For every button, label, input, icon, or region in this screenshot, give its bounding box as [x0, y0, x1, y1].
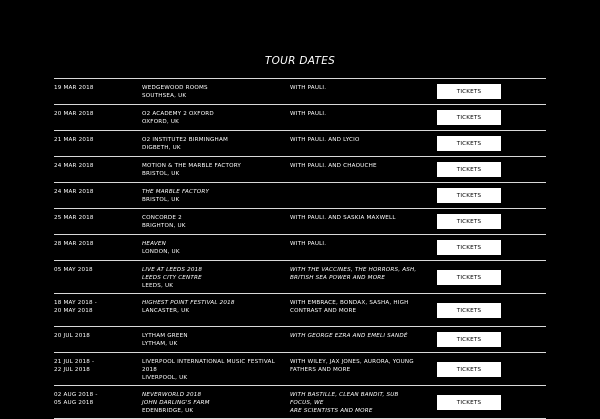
tour-venue [142, 110, 277, 126]
tour-venue [142, 299, 277, 315]
tour-support-acts [290, 299, 420, 315]
venue-name: O2 INSTITUTE2 BIRMINGHAM [142, 137, 229, 143]
tickets-button[interactable]: TICKETS [437, 136, 501, 151]
tour-date-line: 28 MAR 2018 [54, 241, 94, 247]
tour-date-line: 18 MAY 2018 - [54, 300, 97, 306]
tour-date [54, 162, 134, 170]
tour-date-line: 25 MAR 2018 [54, 215, 94, 221]
venue-name: THE MARBLE FACTORY [142, 189, 210, 195]
tour-date [54, 214, 134, 222]
tour-support-acts [290, 332, 420, 340]
venue-name: NEVERWORLD 2018 [142, 392, 202, 398]
tour-support-acts [290, 391, 420, 415]
tour-row [54, 326, 546, 352]
tour-row [54, 182, 546, 208]
tour-support-acts [290, 110, 420, 118]
tour-date-line: 05 MAY 2018 [54, 267, 93, 273]
tour-row [54, 260, 546, 293]
support-line: BRITISH SEA POWER AND MORE [290, 275, 386, 281]
venue-name: HEAVEN [142, 241, 167, 247]
support-line: WITH PAULI. AND SASKIA MAXWELL [290, 215, 396, 221]
tour-venue [142, 214, 277, 230]
tour-row [54, 385, 546, 419]
tour-date [54, 136, 134, 144]
venue-location: LIVERPOOL, UK [142, 375, 188, 381]
venue-location: LEEDS, UK [142, 283, 174, 289]
venue-location: SOUTHSEA, UK [142, 93, 187, 99]
support-line: FATHERS AND MORE [290, 367, 351, 373]
support-line: WITH PAULI. AND CHAOUCHE [290, 163, 377, 169]
support-line: WITH THE VACCINES, THE HORRORS, ASH, [290, 267, 417, 273]
tour-venue [142, 266, 277, 290]
tour-row [54, 352, 546, 385]
tour-row [54, 130, 546, 156]
tour-venue [142, 240, 277, 256]
tour-row [54, 104, 546, 130]
tour-venue [142, 188, 277, 204]
tour-support-acts [290, 162, 420, 170]
venue-location: LONDON, UK [142, 249, 180, 255]
support-line: WITH EMBRACE, BONDAX, SASHA, HIGH [290, 300, 409, 306]
venue-location: DIGBETH, UK [142, 145, 181, 151]
support-line: WITH PAULI. [290, 241, 327, 247]
tickets-button[interactable]: TICKETS [437, 214, 501, 229]
venue-name: HIGHEST POINT FESTIVAL 2018 [142, 300, 235, 306]
tour-support-acts [290, 214, 420, 222]
venue-location: BRISTOL, UK [142, 171, 180, 177]
tickets-button[interactable]: TICKETS [437, 188, 501, 203]
tour-date [54, 332, 134, 340]
tour-date [54, 84, 134, 92]
support-line: WITH PAULI. [290, 85, 327, 91]
tour-date-line: 24 MAR 2018 [54, 163, 94, 169]
tour-date-line: 20 JUL 2018 [54, 333, 90, 339]
tour-dates-table [54, 78, 546, 419]
support-line: WITH BASTILLE, CLEAN BANDIT, SUB FOCUS, WE [290, 392, 399, 406]
venue-location: BRISTOL, UK [142, 197, 180, 203]
tour-venue [142, 391, 277, 415]
tour-date-line: 20 MAY 2018 [54, 308, 93, 314]
tour-row [54, 293, 546, 326]
tour-support-acts [290, 136, 420, 144]
tickets-button[interactable]: TICKETS [437, 395, 501, 410]
tour-date [54, 110, 134, 118]
tickets-button[interactable]: TICKETS [437, 110, 501, 125]
venue-subname: LEEDS CITY CENTRE [142, 275, 202, 281]
support-line: WITH PAULI. [290, 111, 327, 117]
tour-row [54, 156, 546, 182]
tour-date [54, 299, 134, 315]
tour-date-line: 19 MAR 2018 [54, 85, 94, 91]
page-title: TOUR DATES [264, 55, 336, 67]
venue-name: LIVE AT LEEDS 2018 [142, 267, 203, 273]
support-line: WITH PAULI. AND LYCIO [290, 137, 360, 143]
tour-row [54, 208, 546, 234]
tour-support-acts [290, 84, 420, 92]
tour-venue [142, 358, 277, 382]
tour-support-acts [290, 266, 420, 282]
tour-venue [142, 84, 277, 100]
venue-location: EDENBRIDGE, UK [142, 408, 194, 414]
support-line: CONTRAST AND MORE [290, 308, 357, 314]
venue-location: LANCASTER, UK [142, 308, 190, 314]
tour-date [54, 391, 134, 407]
venue-location: LYTHAM, UK [142, 341, 178, 347]
tickets-button[interactable]: TICKETS [437, 332, 501, 347]
venue-location: BRIGHTON, UK [142, 223, 186, 229]
tickets-button[interactable]: TICKETS [437, 303, 501, 318]
tour-date [54, 188, 134, 196]
tour-row [54, 234, 546, 260]
tickets-button[interactable]: TICKETS [437, 270, 501, 285]
tour-venue [142, 332, 277, 348]
venue-name: CONCORDE 2 [142, 215, 182, 221]
support-line: WITH WILEY, JAX JONES, AURORA, YOUNG [290, 359, 414, 365]
support-line: WITH GEORGE EZRA AND EMELI SANDÉ [290, 333, 408, 339]
tour-venue [142, 162, 277, 178]
venue-subname: 2018 [142, 367, 158, 373]
tour-date-line: 21 JUL 2018 - [54, 359, 95, 365]
tickets-button[interactable]: TICKETS [437, 162, 501, 177]
venue-name: LIVERPOOL INTERNATIONAL MUSIC FESTIVAL [142, 359, 275, 365]
venue-name: MOTION & THE MARBLE FACTORY [142, 163, 242, 169]
tour-row [54, 78, 546, 104]
tour-date-line: 22 JUL 2018 [54, 367, 90, 373]
tour-date-line: 24 MAR 2018 [54, 189, 94, 195]
support-line: ARE SCIENTISTS AND MORE [290, 408, 373, 414]
tour-date-line: 21 MAR 2018 [54, 137, 94, 143]
tour-date-line: 05 AUG 2018 [54, 400, 94, 406]
venue-subname: JOHN DARLING'S FARM [142, 400, 210, 406]
tickets-button[interactable]: TICKETS [437, 84, 501, 99]
tour-date-line: 02 AUG 2018 - [54, 392, 98, 398]
tour-support-acts [290, 358, 420, 374]
venue-location: OXFORD, UK [142, 119, 180, 125]
tour-venue [142, 136, 277, 152]
venue-name: O2 ACADEMY 2 OXFORD [142, 111, 214, 117]
tour-support-acts [290, 240, 420, 248]
tour-date [54, 358, 134, 374]
venue-name: LYTHAM GREEN [142, 333, 188, 339]
tickets-button[interactable]: TICKETS [437, 240, 501, 255]
venue-name: WEDGEWOOD ROOMS [142, 85, 208, 91]
tickets-button[interactable]: TICKETS [437, 362, 501, 377]
tour-date [54, 266, 134, 274]
tour-date-line: 20 MAR 2018 [54, 111, 94, 117]
tour-date [54, 240, 134, 248]
